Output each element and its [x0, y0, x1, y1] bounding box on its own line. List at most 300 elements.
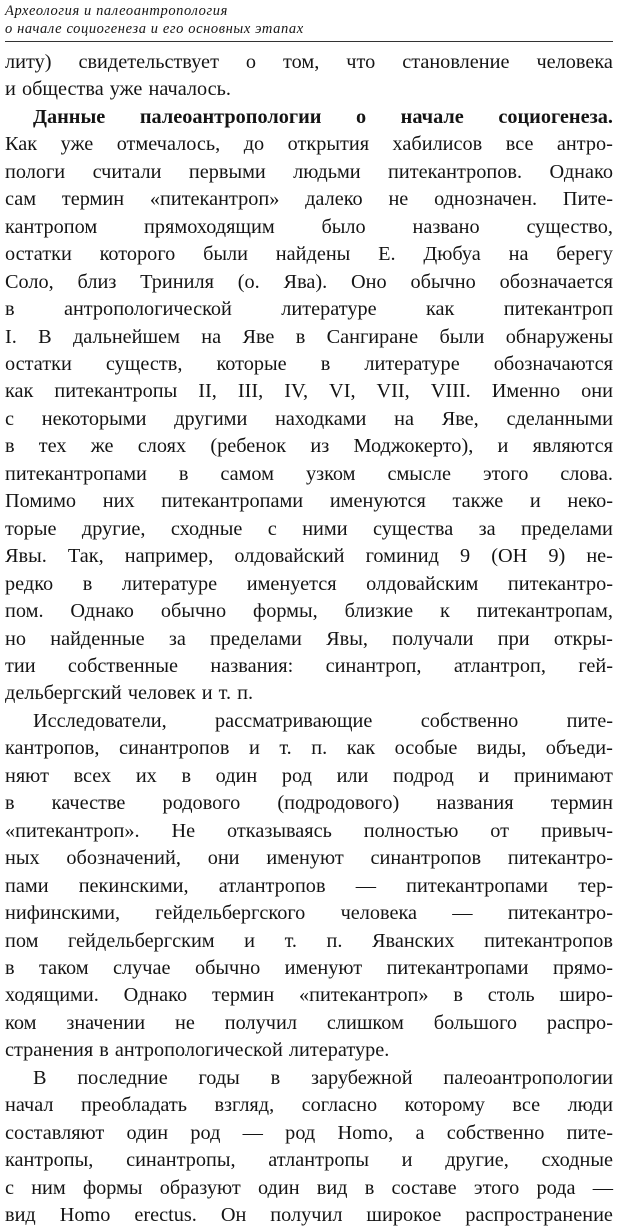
- word: нифинскими,: [5, 902, 121, 925]
- word: однозначен.: [434, 188, 538, 211]
- text-line: [5, 845, 613, 872]
- word: питекантропам,: [476, 600, 613, 623]
- word: собственно: [446, 1121, 545, 1144]
- word: и: [401, 1149, 413, 1172]
- word: к: [440, 600, 450, 623]
- word: а: [415, 1121, 425, 1144]
- word: один: [215, 764, 258, 787]
- word: случае: [113, 956, 171, 979]
- word: синантропов: [370, 847, 482, 870]
- word: названо: [412, 215, 480, 238]
- word: тер-: [578, 874, 613, 897]
- text-line: [5, 790, 613, 817]
- word: Ява).: [283, 270, 328, 293]
- word: странения: [5, 1039, 94, 1062]
- word: распространение: [465, 1204, 613, 1227]
- word: литературе: [121, 572, 218, 595]
- word: том,: [283, 51, 320, 73]
- word: было: [321, 215, 366, 238]
- word: остатки: [5, 352, 72, 375]
- word: в: [5, 792, 15, 815]
- word: пом.: [5, 600, 44, 623]
- paragraph: [5, 49, 613, 104]
- word: с: [267, 517, 277, 540]
- word: например,: [124, 545, 214, 568]
- word: согласно: [301, 1094, 378, 1117]
- word: слова.: [560, 462, 613, 485]
- word: найдены: [275, 243, 351, 266]
- word: синантроп,: [325, 654, 422, 677]
- word: столь: [487, 984, 535, 1007]
- text-line: [5, 1092, 613, 1119]
- text-line: [5, 214, 613, 241]
- word: подрод: [393, 764, 454, 787]
- word: Оно: [351, 270, 387, 293]
- word: считали: [92, 160, 162, 183]
- word: откры-: [553, 627, 613, 650]
- word: же: [90, 435, 114, 458]
- word: смысле: [387, 462, 452, 485]
- word: именуют: [266, 847, 344, 870]
- word: последние: [77, 1066, 168, 1089]
- word: в: [5, 298, 15, 321]
- word: из: [310, 435, 330, 458]
- word: сделанными: [506, 407, 613, 430]
- word: Е.: [378, 243, 396, 266]
- word: торые: [5, 517, 57, 540]
- word: рассматривающие: [215, 709, 373, 732]
- text-line: [5, 653, 613, 680]
- paragraph: [5, 1065, 613, 1229]
- word: объеди-: [545, 737, 613, 760]
- running-head-line-2: о начале социогенеза и его основных этапах: [5, 21, 304, 37]
- word: с: [5, 407, 15, 430]
- word: остатки: [5, 243, 72, 266]
- word: некоторыми: [41, 407, 147, 430]
- word: кантропы,: [5, 1149, 94, 1172]
- word: Яве: [242, 325, 275, 348]
- word: этого: [473, 1176, 520, 1199]
- word: (ОН: [491, 545, 528, 568]
- word: питекантро-: [507, 847, 613, 870]
- word: в: [181, 764, 192, 787]
- word: собственно: [420, 709, 519, 732]
- word: как: [346, 737, 376, 760]
- text-line: [5, 626, 613, 653]
- word: людьми: [293, 160, 361, 183]
- text-line: [5, 269, 613, 296]
- word: этого: [482, 462, 529, 485]
- text-line: [5, 76, 613, 103]
- text-line: [5, 735, 613, 762]
- word: существо,: [526, 215, 613, 238]
- body-text: [5, 49, 613, 1229]
- word: как: [5, 380, 34, 403]
- word: от: [490, 819, 510, 842]
- word: и: [478, 764, 490, 787]
- word: о: [355, 105, 367, 128]
- word: уже: [60, 133, 94, 156]
- word: существа: [373, 517, 454, 540]
- word: сходные: [170, 517, 243, 540]
- word: слоях: [137, 435, 187, 458]
- word: палеоантропологии: [443, 1066, 613, 1089]
- word: всех: [73, 764, 112, 787]
- word: в: [99, 1039, 109, 1062]
- header-rule: [5, 41, 613, 42]
- word: составе: [391, 1176, 457, 1199]
- word: социогенеза.: [498, 105, 613, 128]
- word: прямоходящим: [144, 215, 275, 238]
- word: получил: [270, 1204, 343, 1227]
- word: питекантропами: [5, 462, 147, 485]
- word: начале: [400, 105, 464, 128]
- word: их: [135, 764, 157, 787]
- word: пите-: [566, 1121, 613, 1144]
- paragraph: [5, 708, 613, 1065]
- word: в: [5, 435, 15, 458]
- word: другими: [174, 407, 248, 430]
- running-head: [5, 2, 613, 38]
- word: не-: [586, 545, 613, 568]
- word: таком: [39, 956, 89, 979]
- word: антропологической: [63, 298, 232, 321]
- word: питекантро-: [507, 572, 613, 595]
- word: близкие: [344, 600, 414, 623]
- word: кантропом: [5, 215, 98, 238]
- word: сам: [5, 188, 37, 211]
- word: род: [190, 1121, 221, 1144]
- word: —: [452, 902, 473, 925]
- text-line: [5, 1065, 613, 1092]
- word: также: [452, 490, 504, 513]
- word: хабилисов: [392, 133, 483, 156]
- word: все: [505, 133, 534, 156]
- text-line: [5, 324, 613, 351]
- word: рода: [536, 1176, 576, 1199]
- word: Сангиране: [326, 325, 419, 348]
- text-line: [5, 461, 613, 488]
- word: находками: [275, 407, 367, 430]
- word: антро-: [556, 133, 613, 156]
- word: или: [336, 764, 369, 787]
- word: принимают: [513, 764, 613, 787]
- word: именуют: [284, 956, 363, 979]
- word: I.: [5, 325, 17, 348]
- word: преобладать: [81, 1094, 187, 1117]
- word: существ,: [105, 352, 183, 375]
- word: т.: [218, 682, 232, 705]
- word: няют: [5, 764, 49, 787]
- word: род: [281, 764, 312, 787]
- word: Яванских: [371, 929, 455, 952]
- word: один: [257, 1176, 300, 1199]
- word: узком: [305, 462, 356, 485]
- word: гоминид: [365, 545, 439, 568]
- word: erectus.: [134, 1204, 197, 1227]
- word: человека: [536, 51, 613, 73]
- word: и: [201, 682, 213, 705]
- word: литературе.: [288, 1039, 390, 1062]
- word: как: [425, 298, 455, 321]
- word: при: [497, 627, 530, 650]
- word: названия: [436, 792, 514, 815]
- text-line: [5, 571, 613, 598]
- word: в: [178, 462, 189, 485]
- section-heading-line: [5, 104, 613, 131]
- word: п.: [311, 737, 328, 760]
- word: термин: [550, 792, 613, 815]
- word: Именно: [491, 380, 561, 403]
- word: открытия: [287, 133, 370, 156]
- word: дальнейшем: [72, 325, 180, 348]
- running-head-line-1: Археология и палеоантропология: [5, 3, 228, 19]
- word: Не: [171, 819, 196, 842]
- word: близ: [77, 270, 117, 293]
- word: человек: [127, 682, 196, 705]
- word: ком: [5, 1011, 37, 1034]
- word: в: [364, 1176, 375, 1199]
- word: обычно: [410, 270, 476, 293]
- word: Однако: [123, 984, 188, 1007]
- word: на: [508, 243, 529, 266]
- word: (о.: [237, 270, 260, 293]
- text-line: [5, 1010, 613, 1037]
- word: Так,: [67, 545, 104, 568]
- word: антропологической: [114, 1039, 283, 1062]
- word: другие,: [445, 1149, 509, 1172]
- word: широ-: [559, 984, 613, 1007]
- word: т.: [279, 737, 292, 760]
- text-line: [5, 49, 613, 76]
- word: не: [175, 1011, 195, 1034]
- word: Как: [5, 133, 38, 156]
- word: пите-: [566, 709, 613, 732]
- text-line: [5, 241, 613, 268]
- word: обозначений,: [66, 847, 181, 870]
- word: синантропы,: [126, 1149, 236, 1172]
- word: годы: [198, 1066, 240, 1089]
- word: Явы.: [5, 545, 47, 568]
- word: тех: [38, 435, 67, 458]
- word: В: [33, 1066, 47, 1089]
- word: далеко: [305, 188, 363, 211]
- word: 9: [459, 545, 471, 568]
- word: п.: [237, 682, 254, 705]
- word: Исследователи,: [33, 709, 167, 732]
- word: Он: [220, 1204, 247, 1227]
- text-line: [5, 1202, 613, 1229]
- word: именуются: [329, 490, 426, 513]
- word: пределами: [210, 627, 302, 650]
- word: Данные: [33, 105, 106, 128]
- word: начал: [5, 1094, 54, 1117]
- word: Однако: [70, 600, 134, 623]
- book-page: [5, 2, 613, 1229]
- word: вид: [5, 1204, 36, 1227]
- word: атлантропов: [218, 874, 326, 897]
- word: не: [388, 188, 409, 211]
- word: взгляд,: [214, 1094, 275, 1117]
- word: общества: [21, 78, 104, 101]
- word: дельбергский: [5, 682, 122, 705]
- word: с: [5, 1176, 15, 1199]
- word: они: [207, 847, 240, 870]
- word: самом: [220, 462, 275, 485]
- word: IV,: [284, 380, 309, 403]
- text-line: [5, 900, 613, 927]
- word: II,: [198, 380, 217, 403]
- word: питекантропами: [406, 874, 549, 897]
- word: в: [270, 1066, 281, 1089]
- word: 9): [548, 545, 566, 568]
- word: значении: [66, 1011, 146, 1034]
- word: в: [295, 325, 306, 348]
- word: атлантропы: [268, 1149, 369, 1172]
- word: на: [201, 325, 222, 348]
- text-line: [5, 928, 613, 955]
- word: Явы,: [326, 627, 368, 650]
- word: В: [38, 325, 52, 348]
- word: пологи: [5, 160, 66, 183]
- word: Соло,: [5, 270, 54, 293]
- word: термин: [211, 984, 275, 1007]
- word: уже: [109, 78, 143, 101]
- word: III,: [237, 380, 264, 403]
- word: «питекантроп»: [299, 984, 429, 1007]
- paragraph: [5, 104, 613, 708]
- text-line: [5, 378, 613, 405]
- word: в: [320, 352, 331, 375]
- word: кантропов,: [5, 737, 100, 760]
- text-line: [5, 296, 613, 323]
- word: гей-: [578, 654, 613, 677]
- word: род: [285, 1121, 316, 1144]
- word: питекантропов: [484, 929, 613, 952]
- word: в: [82, 572, 93, 595]
- word: обычно: [160, 600, 227, 623]
- word: отказываясь: [227, 819, 332, 842]
- text-line: [5, 433, 613, 460]
- text-line: [5, 131, 613, 158]
- text-line: [5, 708, 613, 735]
- word: началось.: [148, 78, 231, 101]
- word: Пите-: [562, 188, 613, 211]
- word: они: [581, 380, 613, 403]
- word: другие,: [81, 517, 146, 540]
- word: человека: [340, 902, 418, 925]
- word: Homo,: [337, 1121, 394, 1144]
- word: синантропов: [118, 737, 230, 760]
- text-line: [5, 159, 613, 186]
- word: привыч-: [540, 819, 613, 842]
- word: которого: [99, 243, 176, 266]
- text-line: [5, 186, 613, 213]
- word: ных: [5, 847, 40, 870]
- word: первыми: [188, 160, 266, 183]
- word: олдовайским: [366, 572, 479, 595]
- text-line: [5, 982, 613, 1009]
- word: но: [5, 627, 26, 650]
- word: п.: [326, 929, 343, 952]
- word: Дюбуа: [423, 243, 481, 266]
- word: широкое: [366, 1204, 442, 1227]
- word: Триниля: [140, 270, 214, 293]
- word: слишком: [326, 1011, 404, 1034]
- word: большого: [433, 1011, 518, 1034]
- word: пределами: [521, 517, 613, 540]
- word: особые: [394, 737, 458, 760]
- word: прямо-: [552, 956, 613, 979]
- word: Помимо: [5, 490, 77, 513]
- text-line: [5, 1175, 613, 1202]
- word: берегу: [556, 243, 613, 266]
- text-line: [5, 488, 613, 515]
- word: Яве,: [441, 407, 479, 430]
- word: тии: [5, 654, 36, 677]
- word: родового: [162, 792, 241, 815]
- word: обозначается: [499, 270, 613, 293]
- word: ними: [302, 517, 348, 540]
- word: становление: [402, 51, 510, 73]
- word: «питекантроп»: [149, 188, 280, 211]
- word: собственные: [67, 654, 179, 677]
- word: —: [242, 1121, 263, 1144]
- word: питекантропы: [54, 380, 178, 403]
- word: редко: [5, 572, 54, 595]
- word: что: [346, 51, 376, 73]
- word: питекантроп: [503, 298, 613, 321]
- word: получали: [392, 627, 474, 650]
- word: были: [439, 325, 485, 348]
- text-line: [5, 543, 613, 570]
- word: (подродового): [277, 792, 400, 815]
- text-line: [5, 763, 613, 790]
- word: ним: [31, 1176, 66, 1199]
- word: «питекантроп».: [5, 819, 140, 842]
- word: них: [102, 490, 135, 513]
- word: литу): [5, 51, 52, 73]
- word: о: [245, 51, 257, 73]
- word: именуется: [246, 572, 337, 595]
- word: в: [453, 984, 463, 1007]
- word: Однако: [549, 160, 613, 183]
- word: получил: [224, 1011, 297, 1034]
- word: качестве: [51, 792, 126, 815]
- word: являются: [532, 435, 613, 458]
- word: пами: [5, 874, 49, 897]
- word: все: [512, 1094, 541, 1117]
- word: —: [592, 1176, 613, 1199]
- text-line: [5, 1147, 613, 1174]
- word: полностью: [363, 819, 459, 842]
- word: на: [394, 407, 414, 430]
- word: до: [243, 133, 265, 156]
- word: сходные: [541, 1149, 613, 1172]
- text-line: [5, 955, 613, 982]
- word: свидетельствует: [78, 51, 219, 73]
- word: питекантро-: [507, 902, 613, 925]
- word: найденные: [50, 627, 145, 650]
- word: обнаружены: [505, 325, 613, 348]
- word: —: [355, 874, 376, 897]
- word: питекантропов.: [388, 160, 523, 183]
- word: питекантропами: [161, 490, 304, 513]
- word: названия:: [210, 654, 294, 677]
- word: пом: [5, 929, 39, 952]
- word: литературе: [281, 298, 377, 321]
- text-line: [5, 406, 613, 433]
